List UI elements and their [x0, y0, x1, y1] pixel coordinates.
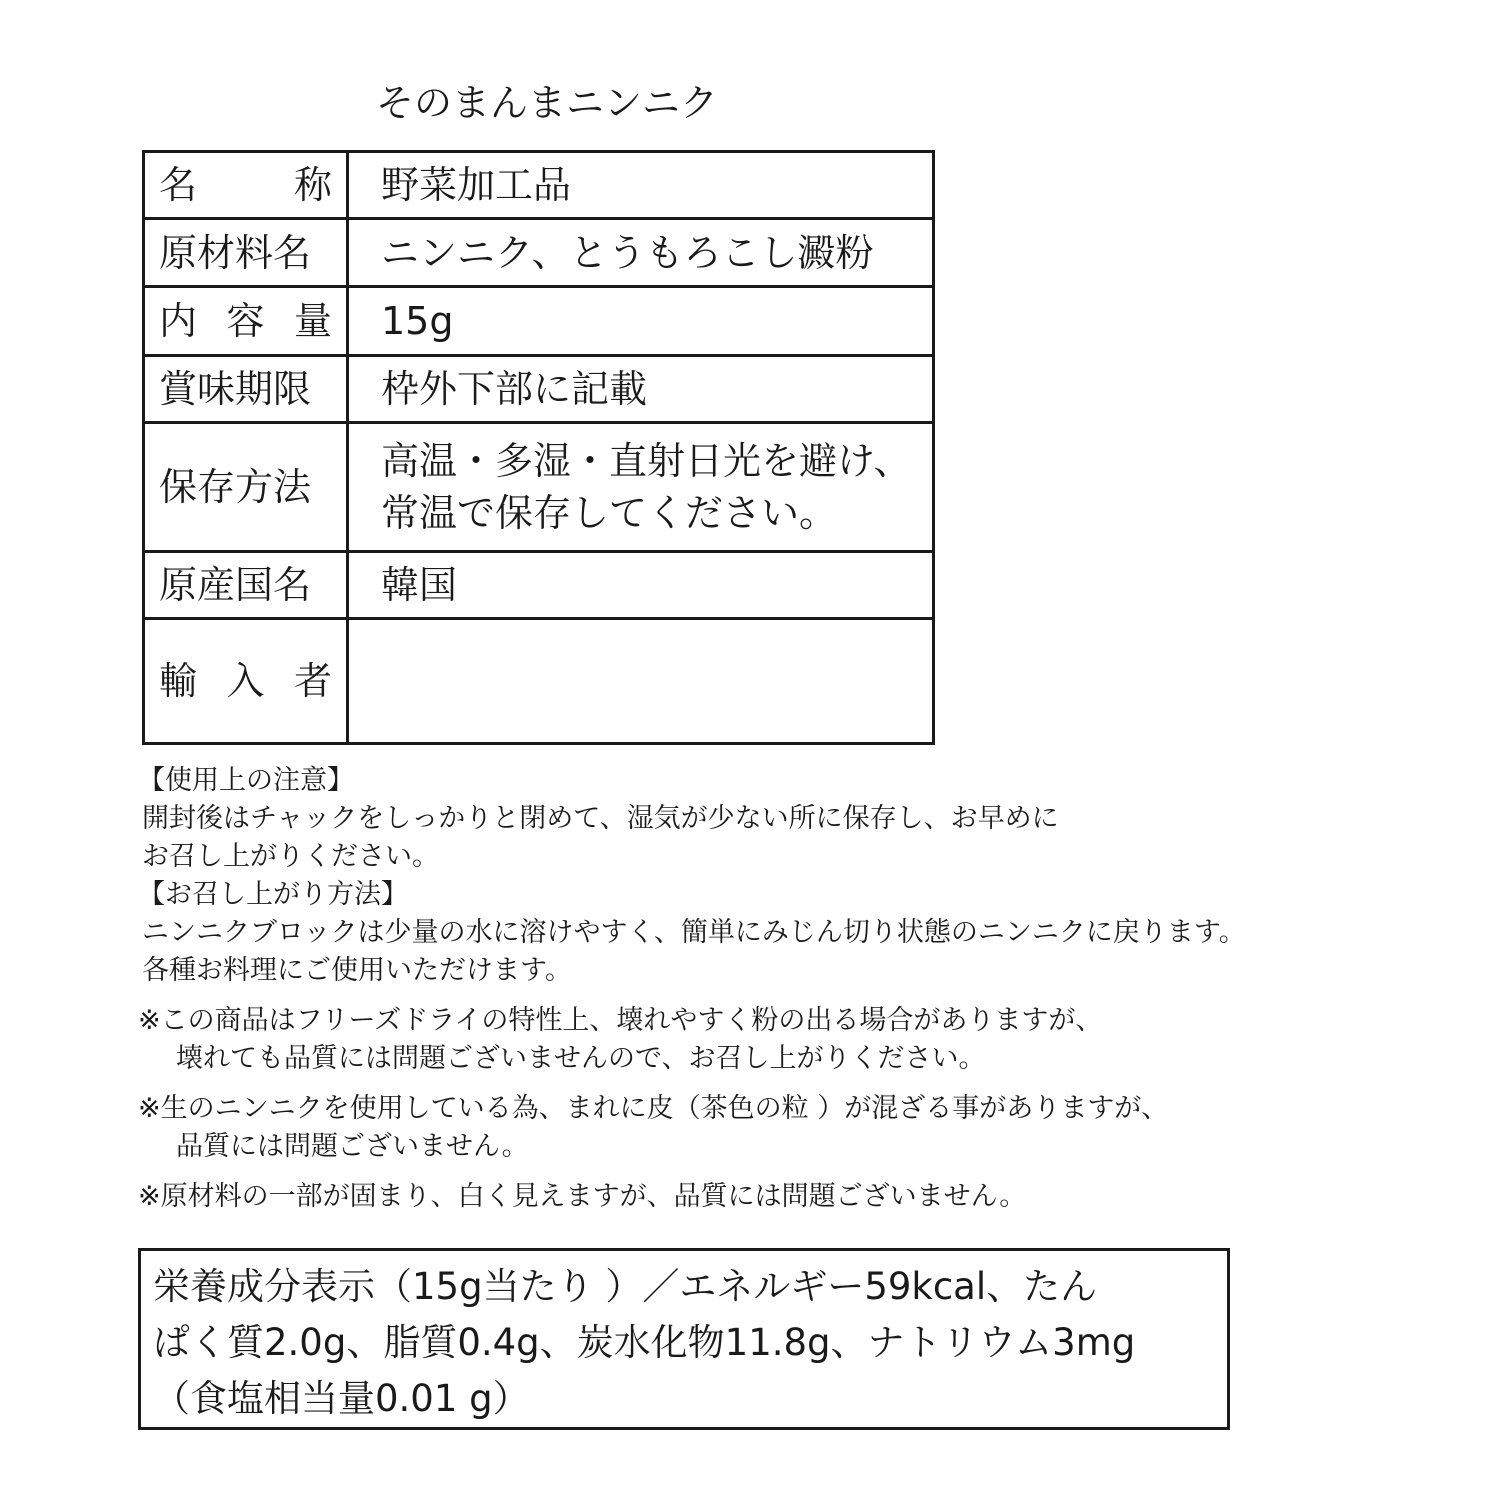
row-key-ingredients: 原材料名	[144, 219, 348, 287]
usage-line: お召し上がりください。	[142, 841, 439, 872]
method-heading: 【お召し上がり方法】	[138, 879, 408, 910]
table-row-best-before	[144, 356, 934, 423]
caution-line: 壊れても品質には問題ございませんので、お召し上がりください。	[176, 1043, 986, 1074]
caution-line: ※この商品はフリーズドライの特性上、壊れやすく粉の出る場合がありますが、	[138, 1005, 1103, 1036]
row-value-best-before: 枠外下部に記載	[348, 356, 934, 423]
table-row-importer	[144, 619, 934, 744]
key-char: 内	[159, 299, 198, 343]
product-title: そのまんまニンニク	[375, 81, 718, 125]
caution-line: 品質には問題ございません。	[176, 1131, 529, 1162]
table-row-origin	[144, 552, 934, 619]
caution-line: ※生のニンニクを使用している為、まれに皮（茶色の粒 ）が混ざる事がありますが、	[138, 1093, 1169, 1124]
usage-line: 開封後はチャックをしっかりと閉めて、湿気が少ない所に保存し、お早めに	[142, 803, 1059, 834]
key-char: 容	[226, 299, 265, 343]
row-key-best-before: 賞味期限	[144, 356, 348, 423]
usage-heading: 【使用上の注意】	[138, 765, 354, 796]
storage-line: 高温・多湿・直射日光を避け、	[381, 439, 912, 483]
row-value-storage	[348, 423, 934, 552]
food-label-table	[142, 150, 935, 745]
key-char: 称	[293, 163, 332, 207]
nutrition-line: ぱく質2.0g、脂質0.4g、炭水化物11.8g、ナトリウム3mg	[153, 1321, 1136, 1364]
row-key-origin: 原産国名	[144, 552, 348, 619]
caution-line: ※原材料の一部が固まり、白く見えますが、品質には問題ございません。	[138, 1181, 1027, 1212]
method-line: 各種お料理にご使用いただけます。	[142, 955, 572, 986]
row-value-name: 野菜加工品	[348, 152, 934, 219]
nutrition-line: （食塩相当量0.01 g）	[153, 1377, 530, 1420]
key-char: 者	[293, 659, 332, 703]
notes-section	[138, 762, 1438, 1216]
row-key-importer	[144, 619, 348, 744]
key-char: 入	[226, 659, 265, 703]
row-key-storage: 保存方法	[144, 423, 348, 552]
row-value-ingredients: ニンニク、とうもろこし澱粉	[348, 219, 934, 287]
row-key-name	[144, 152, 348, 219]
table-row-storage	[144, 423, 934, 552]
row-value-net-content: 15g	[348, 287, 934, 356]
table-row-name	[144, 152, 934, 219]
method-line: ニンニクブロックは少量の水に溶けやすく、簡単にみじん切り状態のニンニクに戻ります。	[142, 917, 1246, 948]
row-value-origin: 韓国	[348, 552, 934, 619]
key-char: 量	[293, 299, 332, 343]
table-row-ingredients	[144, 219, 934, 287]
key-char: 名	[159, 163, 198, 207]
key-char: 輸	[159, 659, 198, 703]
row-value-importer	[348, 619, 934, 744]
table-row-net-content	[144, 287, 934, 356]
storage-line: 常温で保存してください。	[381, 491, 838, 535]
nutrition-facts-box	[138, 1248, 1230, 1430]
row-key-net-content	[144, 287, 348, 356]
nutrition-line: 栄養成分表示（15g当たり ）／エネルギー59kcal、たん	[153, 1265, 1098, 1308]
